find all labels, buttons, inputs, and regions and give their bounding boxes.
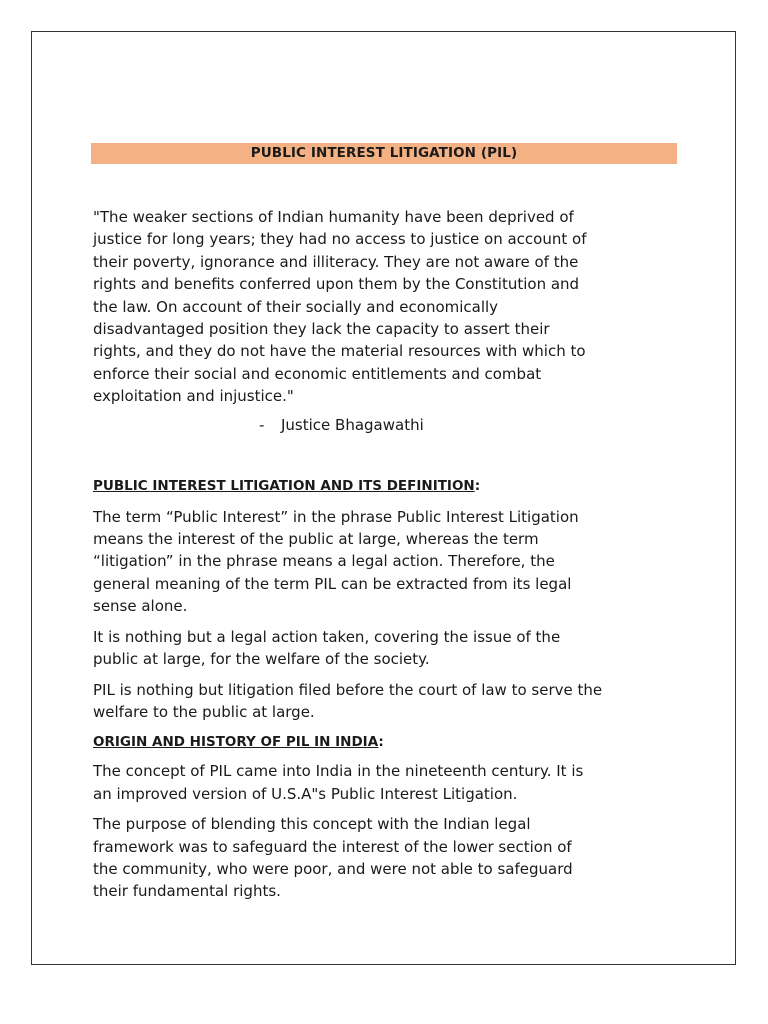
paragraph-line: The term “Public Interest” in the phrase Public Interest Litigation xyxy=(93,507,579,526)
paragraph-line: welfare to the public at large. xyxy=(93,702,315,721)
paragraph-line: means the interest of the public at large, whereas the term xyxy=(93,530,539,549)
quote-attribution xyxy=(259,414,683,438)
paragraph-line: The purpose of blending this concept with the Indian legal xyxy=(93,815,531,834)
section-heading-origin xyxy=(93,732,683,752)
quote-line: their poverty, ignorance and illiteracy. They are not aware of the xyxy=(93,252,579,271)
quote-line: "The weaker sections of Indian humanity have been deprived of xyxy=(93,208,574,226)
quote-line: rights and benefits conferred upon them by the Constitution and xyxy=(93,275,580,294)
section-heading-text: PUBLIC INTEREST LITIGATION AND ITS DEFINITION xyxy=(93,477,475,494)
paragraph xyxy=(93,760,683,805)
quote-block xyxy=(93,206,683,408)
section-heading-text: ORIGIN AND HISTORY OF PIL IN INDIA xyxy=(93,734,379,751)
attribution-author: Justice Bhagawathi xyxy=(281,415,424,434)
quote-line: enforce their social and economic entitlements and combat xyxy=(93,364,542,383)
paragraph-line: It is nothing but a legal action taken, covering the issue of the xyxy=(93,627,561,646)
paragraph-line: “litigation” in the phrase means a legal action. Therefore, the xyxy=(93,552,555,571)
quote-line: exploitation and injustice." xyxy=(93,387,294,406)
paragraph-line: The concept of PIL came into India in the nineteenth century. It is xyxy=(93,762,584,781)
quote-line: the law. On account of their socially and economically xyxy=(93,297,499,316)
paragraph-line: public at large, for the welfare of the society. xyxy=(93,650,430,669)
paragraph-line: framework was to safeguard the interest of the lower section of xyxy=(93,837,572,856)
section-heading-colon: : xyxy=(474,477,481,494)
paragraph-line: PIL is nothing but litigation filed before the court of law to serve the xyxy=(93,680,603,699)
section-heading-definition xyxy=(93,476,683,496)
quote-line: disadvantaged position they lack the capacity to assert their xyxy=(93,320,550,339)
paragraph-line: an improved version of U.S.A"s Public Interest Litigation. xyxy=(93,784,518,803)
paragraph xyxy=(93,506,683,618)
paragraph xyxy=(93,813,683,903)
paragraph-line: their fundamental rights. xyxy=(93,882,281,901)
paragraph-line: sense alone. xyxy=(93,597,188,616)
attribution-dash: - xyxy=(259,415,265,434)
section-heading-colon: : xyxy=(378,734,384,751)
document-body xyxy=(93,206,683,903)
quote-line: justice for long years; they had no access to justice on account of xyxy=(93,230,587,249)
document-title: PUBLIC INTEREST LITIGATION (PIL) xyxy=(91,143,677,164)
quote-line: rights, and they do not have the material resources with which to xyxy=(93,342,586,361)
paragraph-line: general meaning of the term PIL can be extracted from its legal xyxy=(93,574,572,593)
paragraph xyxy=(93,626,683,671)
paragraph-line: the community, who were poor, and were not able to safeguard xyxy=(93,859,573,878)
paragraph xyxy=(93,679,683,724)
